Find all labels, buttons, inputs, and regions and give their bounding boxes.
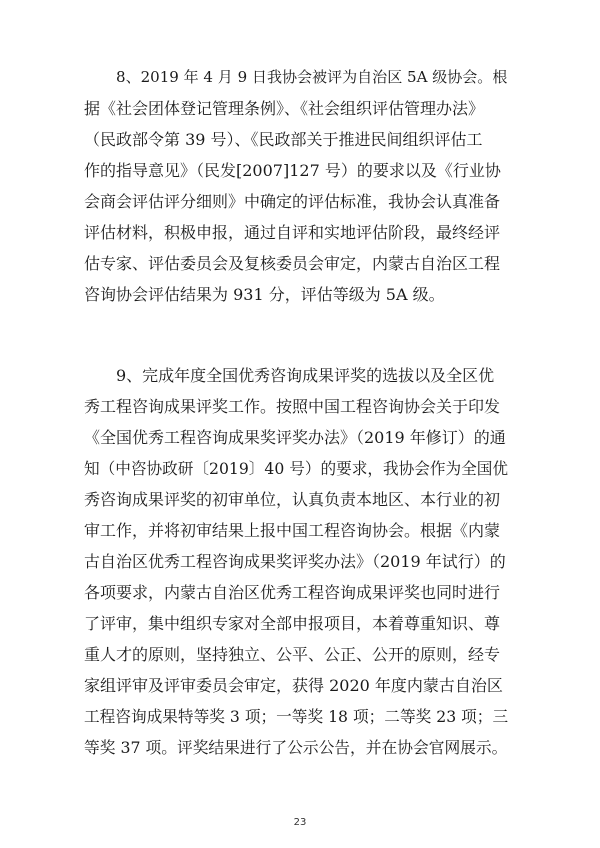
text-line: 咨询协会评估结果为 931 分，评估等级为 5A 级。 <box>84 285 445 304</box>
text-line: 各项要求，内蒙古自治区优秀工程咨询成果评奖也同时进行 <box>84 583 501 602</box>
text-line: 工程咨询成果特等奖 3 项；一等奖 18 项；二等奖 23 项；三 <box>84 707 509 726</box>
text-line: 审工作，并将初审结果上报中国工程咨询协会。根据《内蒙 <box>84 521 501 540</box>
text-line: 8、2019 年 4 月 9 日我协会被评为自治区 5A 级协会。根 <box>116 68 508 86</box>
text-line: 9、完成年度全国优秀咨询成果评奖的选拔以及全区优 <box>116 366 495 385</box>
text-line: 作的指导意见》（民发[2007]127 号）的要求以及《行业协 <box>84 161 501 180</box>
text-line: 了评审，集中组织专家对全部申报项目，本着尊重知识、尊 <box>84 614 501 633</box>
text-line: 会商会评估评分细则》中确定的评估标准，我协会认真准备 <box>84 192 501 211</box>
text-line: 评估材料，积极申报，通过自评和实地评估阶段，最终经评 <box>84 223 501 242</box>
text-line: 等奖 37 项。评奖结果进行了公示公告，并在协会官网展示。 <box>84 738 508 757</box>
text-line: 知（中咨协政研〔2019〕40 号）的要求，我协会作为全国优 <box>84 459 508 478</box>
text-line: 估专家、评估委员会及复核委员会审定，内蒙古自治区工程 <box>84 254 501 273</box>
text-line: （民政部令第 39 号）、《民政部关于推进民间组织评估工 <box>84 130 483 149</box>
page-number: 23 <box>293 817 307 828</box>
text-line: 重人才的原则，坚持独立、公平、公正、公开的原则，经专 <box>84 645 501 664</box>
text-line: 《全国优秀工程咨询成果奖评奖办法》（2019 年修订）的通 <box>84 428 506 447</box>
paragraph-9 <box>84 360 508 763</box>
text-line: 家组评审及评审委员会审定，获得 2020 年度内蒙古自治区 <box>84 676 503 695</box>
text-line: 秀工程咨询成果评奖工作。按照中国工程咨询协会关于印发 <box>84 397 501 416</box>
paragraph-8 <box>84 62 508 310</box>
text-line: 古自治区优秀工程咨询成果奖评奖办法》（2019 年试行）的 <box>84 552 506 571</box>
text-line: 秀咨询成果评奖的初审单位，认真负责本地区、本行业的初 <box>84 490 501 509</box>
text-line: 据《社会团体登记管理条例》、《社会组织评估管理办法》 <box>84 99 485 118</box>
